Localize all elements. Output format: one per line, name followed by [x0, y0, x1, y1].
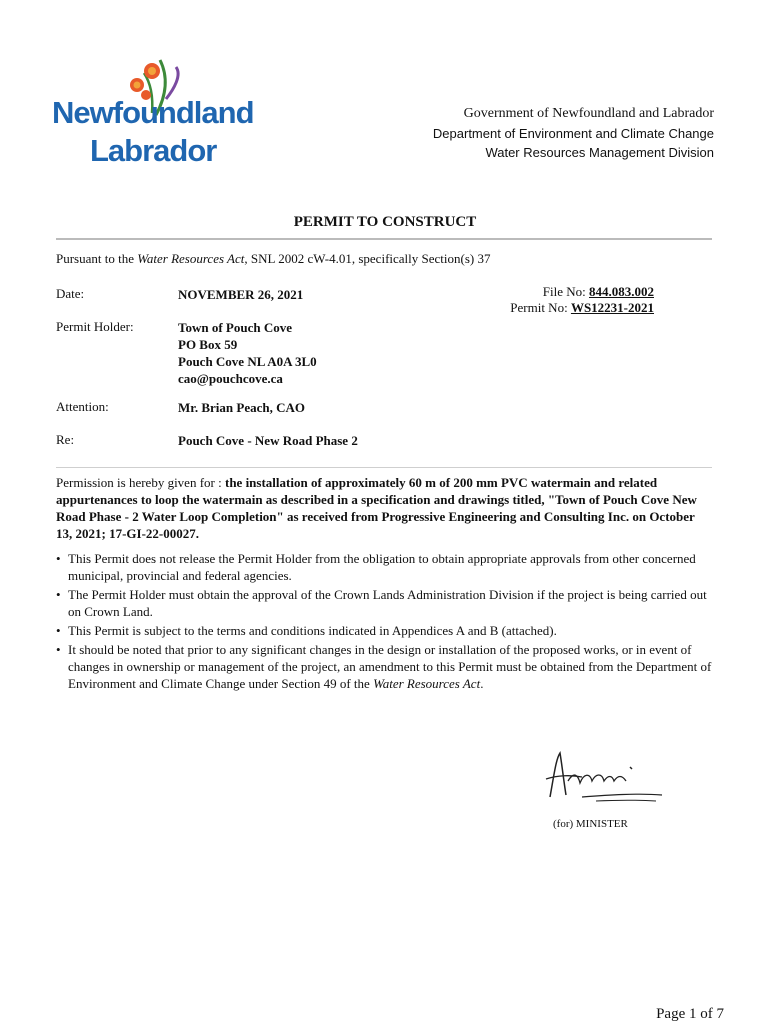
list-item: • This Permit does not release the Permit Holder from the obligation to obtain appropriate approvals from other concerned municipal, provincial and federal agencies.: [56, 550, 712, 584]
permit-label: Permit No:: [510, 300, 571, 315]
page-number: Page 1 of 7: [656, 1006, 724, 1022]
permission-paragraph: [56, 474, 712, 542]
attention-label: Attention:: [56, 399, 109, 414]
divider: [56, 238, 712, 240]
government-name: Government of Newfoundland and Labrador: [463, 106, 714, 121]
list-item: • This Permit is subject to the terms and conditions indicated in Appendices A and B (attached).: [56, 622, 712, 639]
file-number: 844.083.002: [589, 284, 654, 299]
permission-prefix: Permission is hereby given for :: [56, 475, 225, 490]
pursuant-suffix: , SNL 2002 cW-4.01, specifically Section(s) 37: [244, 251, 491, 266]
permit-holder-label: Permit Holder:: [56, 319, 134, 334]
holder-line: Pouch Cove NL A0A 3L0: [178, 354, 317, 369]
re-label: Re:: [56, 432, 75, 447]
attention-value: Mr. Brian Peach, CAO: [178, 400, 305, 415]
holder-line: Town of Pouch Cove: [178, 320, 293, 335]
holder-line: PO Box 59: [178, 337, 238, 352]
permit-number-row: [510, 300, 654, 316]
list-item: • The Permit Holder must obtain the approval of the Crown Lands Administration Division if the project is being carried out on Crown Land.: [56, 586, 712, 620]
conditions-list: [56, 550, 712, 694]
permit-number: WS12231-2021: [570, 300, 654, 315]
government-logo: [52, 55, 262, 175]
re-value: Pouch Cove - New Road Phase 2: [178, 433, 358, 448]
document-title: PERMIT TO CONSTRUCT: [293, 214, 477, 230]
file-number-row: [510, 284, 654, 300]
holder-line: cao@pouchcove.ca: [178, 371, 283, 386]
bullet-text: It should be noted that prior to any significant changes in the design or installation of the proposed works, or in event of changes in ownership or management of the project, an amendment to this Permit must be obtained from the Department of Environment and Climate Change under Section 49 of the: [68, 642, 712, 691]
header-block: [433, 106, 714, 160]
permit-holder-address: [178, 319, 317, 387]
pursuant-prefix: Pursuant to the: [56, 251, 138, 266]
bullet-act: Water Resources Act: [373, 676, 481, 691]
date-value: NOVEMBER 26, 2021: [178, 287, 304, 302]
date-label: Date:: [56, 286, 85, 301]
signature-role: (for) MINISTER: [553, 818, 628, 830]
division-name: Water Resources Management Division: [485, 145, 714, 160]
pursuant-line: [56, 251, 490, 267]
logo-text-newfoundland: Newfoundland: [52, 95, 254, 130]
department-name: Department of Environment and Climate Change: [432, 126, 714, 141]
file-block: [510, 284, 654, 316]
logo-text-labrador: Labrador: [90, 133, 217, 168]
bullet-end: .: [480, 676, 484, 691]
handwritten-signature: [538, 745, 668, 810]
file-label: File No:: [542, 284, 589, 299]
list-item: [56, 641, 712, 692]
pursuant-act: Water Resources Act: [137, 251, 245, 266]
permission-body: the installation of approximately 60 m of 200 mm PVC watermain and related appurtenances to loop the watermain as described in a specification and drawings titled, "Town of Pouch Cove New Road Phase - 2 Water Loop Completion" as received from Progressive Engineering and Consulting Inc. on October 13, 2021; 17-GI-22-00027.: [56, 475, 697, 541]
divider: [56, 467, 712, 468]
